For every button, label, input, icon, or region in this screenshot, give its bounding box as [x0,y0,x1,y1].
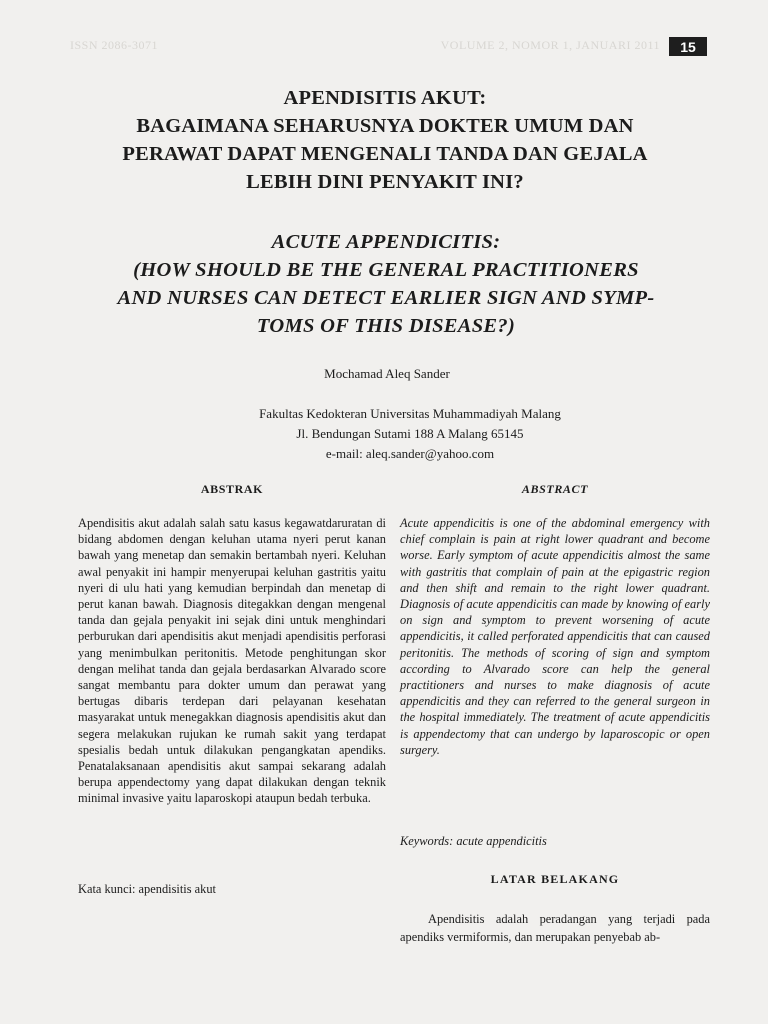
abstrak-body: Apendisitis akut adalah salah satu kasus kegawatdaruratan di bidang abdomen dengan keluhan utama nyeri perut kanan bawah yang menetap dan semakin bertambah nyeri. Keluhan awal penyakit ini hampir menyerupai keluhan gastritis yaitu nyeri di ulu hati yang kemudian berpindah dan menetap di perut kanan bawah. Diagnosis ditegakkan dengan mengenal tanda dan gejala penyakit ini sejak dini untuk menghindari perburukan dari apendisitis akut menjadi apendisitis perforasi yang menimbulkan peritonitis. Metode penghitungan skor dengan melihat tanda dan gejala berdasarkan Alvarado score sangat membantu para dokter umum dan perawat yang bertugas dibaris terdepan dari pelayanan kesehatan masyarakat untuk menegakkan diagnosis apendisitis akut dan segera melakukan rujukan ke rumah sakit yang terdapat spesialis bedah untuk dilakukan pengangkatan apendiks. Penatalaksanaan apendisitis akut sampai sekarang adalah berupa appendectomy yang dapat dilakukan dengan teknik minimal invasive yaitu laparoskopi ataupun bedah terbuka. [78,516,386,806]
title-indonesian [70,84,700,196]
abstrak-column [78,482,386,807]
latar-belakang-heading: LATAR BELAKANG [490,872,620,886]
title-id-line: LEBIH DINI PENYAKIT INI? [246,171,524,193]
bleed-through-header [70,38,660,53]
abstrak-keywords: Kata kunci: apendisitis akut [78,882,216,896]
affiliation-institution: Fakultas Kedokteran Universitas Muhammadiyah Malang [259,406,561,421]
title-en-line: AND NURSES CAN DETECT EARLIER SIGN AND SYMP- [117,287,655,309]
title-en-line: (HOW SHOULD BE THE GENERAL PRACTITIONERS [133,259,639,281]
latar-belakang-body: Apendisitis adalah peradangan yang terjadi pada apendiks vermiformis, dan merupakan penyebab ab- [400,912,710,944]
bleed-header-left: ISSN 2086-3071 [70,38,159,52]
title-id-line: PERAWAT DAPAT MENGENALI TANDA DAN GEJALA [122,143,648,165]
author-email: e-mail: aleq.sander@yahoo.com [325,446,495,461]
author-name: Mochamad Aleq Sander [324,366,450,381]
title-english [66,228,706,340]
title-en-line: TOMS OF THIS DISEASE?) [256,315,516,337]
abstract-column [400,482,710,758]
abstract-keywords: Keywords: acute appendicitis [400,834,547,848]
abstract-body: Acute appendicitis is one of the abdominal emergency with chief complain is pain at right lower quadrant and become worse. Early symptom of acute appendicitis almost the same with gastritis that complain of pain at the epigastric region and then shift and remain to the right lower quadrant. Diagnosis of acute appendicitis can made by knowing of early on sign and symptom to prevent worsening of acute appendicitis, it called perforated appendicitis that can caused peritonitis. The methods of scoring of sign and symptom according to Alvarado score can help the general practitioners and nurses to make diagnosis of acute appendicitis and they can referred to the general surgeon in the hospital immediately. The treatment of acute appendicitis is appendectomy that can undergo by laparoscopic or open surgery. [400,516,710,757]
title-id-line: APENDISITIS AKUT: [283,87,487,109]
abstrak-heading: ABSTRAK [200,482,264,496]
bleed-header-right: VOLUME 2, NOMOR 1, JANUARI 2011 [440,38,660,52]
abstract-heading: ABSTRACT [521,482,589,496]
title-id-line: BAGAIMANA SEHARUSNYA DOKTER UMUM DAN [136,115,634,137]
page-number-badge: 15 [669,37,707,56]
affiliation-block [90,404,730,464]
title-en-line: ACUTE APPENDICITIS: [271,231,501,253]
affiliation-address: Jl. Bendungan Sutami 188 A Malang 65145 [296,426,524,441]
